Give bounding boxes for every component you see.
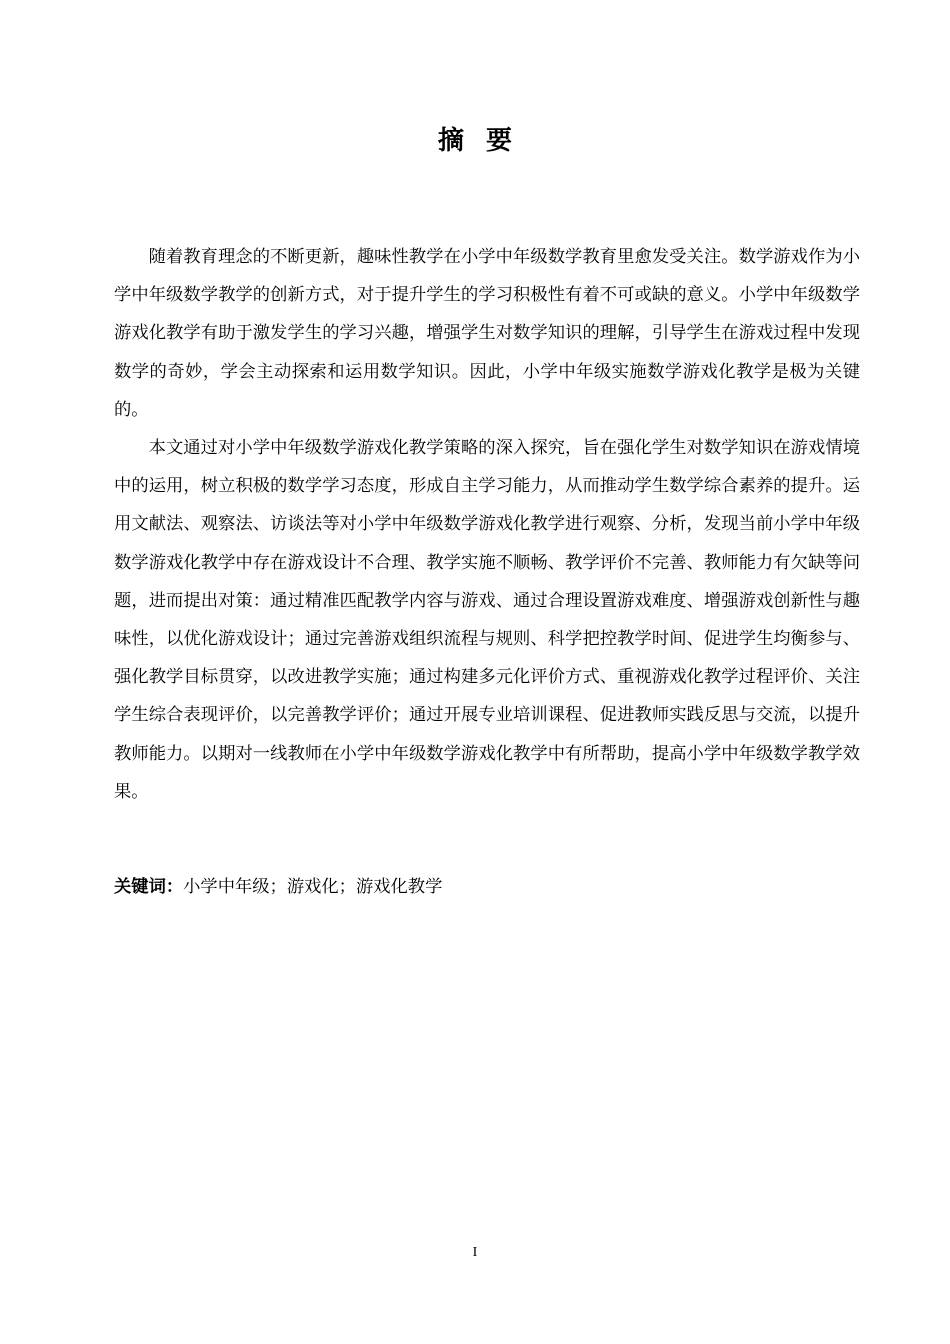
- keywords-label: 关键词：: [114, 877, 184, 897]
- keywords-value: 小学中年级；游戏化；游戏化教学: [183, 877, 443, 897]
- abstract-body: [114, 238, 860, 811]
- abstract-paragraph-2: 本文通过对小学中年级数学游戏化教学策略的深入探究，旨在强化学生对数学知识在游戏情境中的运用，树立积极的数学学习态度，形成自主学习能力，从而推动学生数学综合素养的提升。运用文献法、观察法、访谈法等对小学中年级数学游戏化教学进行观察、分析，发现当前小学中年级数学游戏化教学中存在游戏设计不合理、教学实施不顺畅、教学评价不完善、教师能力有欠缺等问题，进而提出对策：通过精准匹配教学内容与游戏、通过合理设置游戏难度、增强游戏创新性与趣味性，以优化游戏设计；通过完善游戏组织流程与规则、科学把控教学时间、促进学生均衡参与、强化教学目标贯穿，以改进教学实施；通过构建多元化评价方式、重视游戏化教学过程评价、关注学生综合表现评价，以完善教学评价；通过开展专业培训课程、促进教师实践反思与交流，以提升教师能力。以期对一线教师在小学中年级数学游戏化教学中有所帮助，提高小学中年级数学教学效果。: [114, 438, 860, 802]
- keywords-line: [114, 868, 860, 906]
- abstract-paragraph-1: 随着教育理念的不断更新，趣味性教学在小学中年级数学教育里愈发受关注。数学游戏作为小学中年级数学教学的创新方式，对于提升学生的学习积极性有着不可或缺的意义。小学中年级数学游戏化教学有助于激发学生的学习兴趣，增强学生对数学知识的理解，引导学生在游戏过程中发现数学的奇妙，学会主动探索和运用数学知识。因此，小学中年级实施数学游戏化教学是极为关键的。: [114, 247, 860, 420]
- abstract-title: 摘要: [437, 126, 534, 156]
- page-number: I: [472, 1245, 478, 1260]
